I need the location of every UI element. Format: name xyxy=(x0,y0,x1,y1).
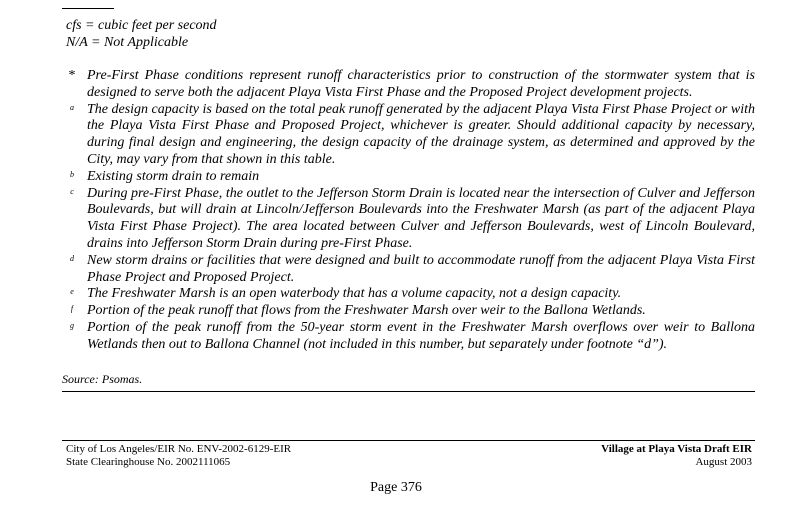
footnote-marker: b xyxy=(70,169,74,179)
footnote-marker: e xyxy=(70,287,74,297)
footnote-star xyxy=(62,68,755,102)
footer-clearinghouse: State Clearinghouse No. 2002111065 xyxy=(66,456,231,468)
footnote-f xyxy=(62,303,755,320)
footnote-text: Existing storm drain to remain xyxy=(87,168,260,184)
footer-right xyxy=(601,443,752,469)
section-divider xyxy=(62,391,755,392)
footer-left xyxy=(66,443,291,469)
footnotes-list xyxy=(62,68,755,354)
footnote-text: Portion of the peak runoff from the 50-year storm event in the Freshwater Marsh overflows over weir to Ballona Wetlands then out to Ballona Channel (not included in this number, but separately under footnote “d”). xyxy=(87,319,755,352)
footnote-text: The Freshwater Marsh is an open waterbody that has a volume capacity, not a design capacity. xyxy=(87,286,622,302)
footnote-text: Pre-First Phase conditions represent runoff characteristics prior to construction of the stormwater system that is designed to serve both the adjacent Playa Vista First Phase and the Proposed Project development projects. xyxy=(87,68,755,100)
footnote-text: During pre-First Phase, the outlet to the Jefferson Storm Drain is located near the intersection of Culver and Jefferson Boulevards, but will drain at Lincoln/Jefferson Boulevards into the Freshwater Marsh (as part of the adjacent Playa Vista First Phase Project). The area located between Culver and Jefferson Boulevards, west of Lincoln Boulevard, drains into Jefferson Storm Drain during pre-First Phase. xyxy=(87,185,755,251)
footnote-text: New storm drains or facilities that were designed and built to accommodate runoff from the adjacent Playa Vista First Phase Project and Proposed Project. xyxy=(87,252,755,285)
footer-date: August 2003 xyxy=(695,456,752,468)
footer-divider xyxy=(62,440,755,441)
footnote-marker: c xyxy=(70,186,74,196)
footnote-text: Portion of the peak runoff that flows from the Freshwater Marsh over weir to the Ballona Wetlands. xyxy=(87,303,646,319)
abbreviation-na: N/A = Not Applicable xyxy=(66,35,189,50)
footer-eir-number: City of Los Angeles/EIR No. ENV-2002-6129-EIR xyxy=(66,443,292,455)
footnote-a xyxy=(62,102,755,169)
footnote-marker: g xyxy=(70,320,74,330)
footnote-g xyxy=(62,320,755,354)
footer-document-title: Village at Playa Vista Draft EIR xyxy=(601,443,752,455)
footnote-c xyxy=(62,186,755,253)
footnote-e xyxy=(62,286,755,303)
footnote-marker: f xyxy=(70,304,74,314)
abbreviation-cfs: cfs = cubic feet per second xyxy=(66,18,217,33)
footnote-text: The design capacity is based on the total peak runoff generated by the adjacent Playa Vista First Phase Project or with the Playa Vista First Phase and Proposed Project, whichever is greater. Should additional capacity by necessary, during final design and engineering, the design capacity of the drainage system, as determined and approved by the City, may vary from that shown in this table. xyxy=(87,101,755,167)
page-number: Page 376 xyxy=(370,480,422,495)
source-note: Source: Psomas. xyxy=(62,372,143,386)
top-short-rule xyxy=(62,8,114,9)
footnote-marker: a xyxy=(70,102,74,112)
footnote-marker: d xyxy=(70,253,74,263)
footnote-marker: * xyxy=(68,68,76,83)
footnote-b xyxy=(62,169,755,186)
footnote-d xyxy=(62,253,755,287)
